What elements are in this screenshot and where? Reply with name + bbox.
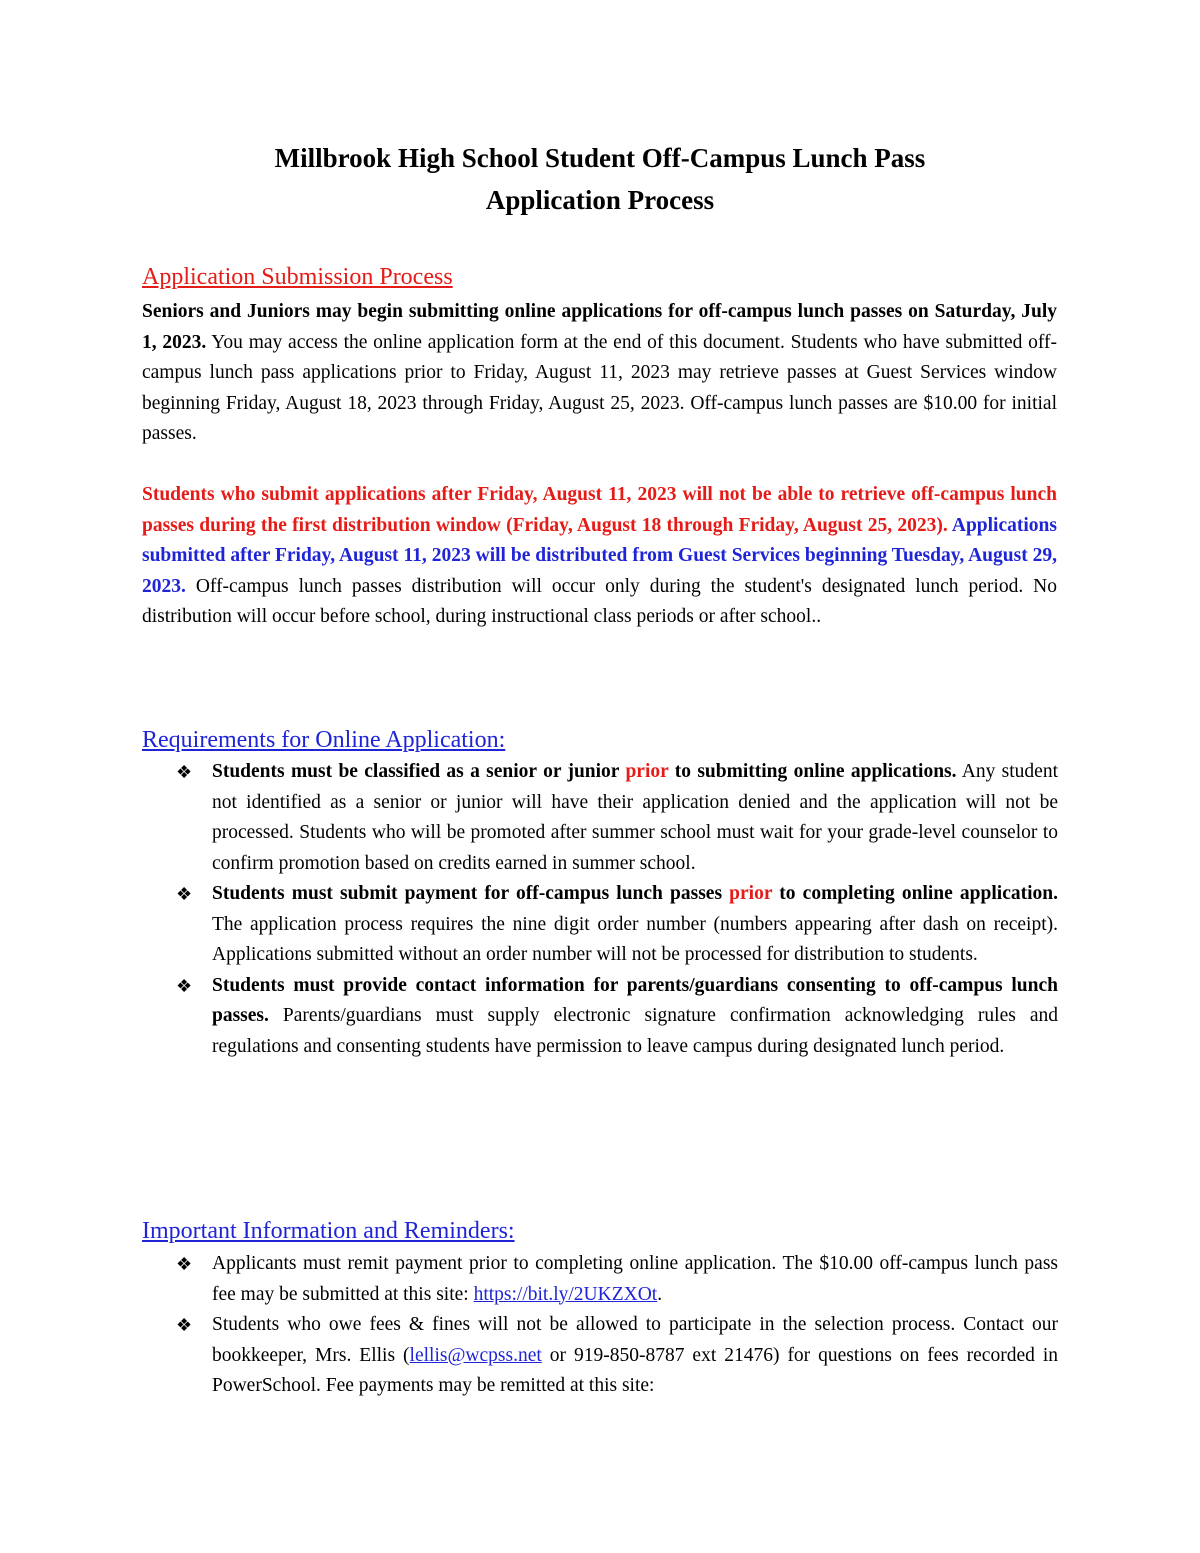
paragraph-body: You may access the online application form at the end of this document. Students who have submitted off-campus lunch pass applications prior to Friday, August 11, 2023 may retrieve passes at Guest Services window beginning Friday, August 18, 2023 through Friday, August 25, 2023. Off-campus lunch passes are $10.00 for initial passes.: [142, 331, 1057, 444]
list-item: [176, 971, 1058, 1063]
distribution-note: Off-campus lunch passes distribution will occur only during the student's designated lunch period. No distribution will occur before school, during instructional class periods or after school..: [142, 575, 1057, 627]
payment-site-link[interactable]: https://bit.ly/2UKZXOt: [473, 1283, 658, 1305]
requirement-detail: The application process requires the nine digit order number (numbers appearing after dash on receipt). Applications submitted without an order number will not be processed for distribution to students.: [212, 913, 1058, 965]
diamond-bullet-icon: ❖: [176, 975, 193, 996]
section-heading-reminders: Important Information and Reminders:: [142, 1218, 515, 1244]
reminder-period: .: [657, 1283, 663, 1305]
paragraph-submission-dates: [142, 297, 1057, 450]
reminders-list: [176, 1249, 1058, 1402]
requirement-bold-end: to completing online application.: [772, 883, 1058, 904]
list-item: [176, 1310, 1058, 1402]
requirements-list: [176, 757, 1058, 1062]
list-item: [176, 757, 1058, 879]
requirement-bold: Students must provide contact information for parents/guardians consenting to off-campus lunch passes.: [212, 974, 1058, 1026]
diamond-bullet-icon: ❖: [176, 762, 193, 782]
late-distribution-blue: Applications submitted after Friday, August 11, 2023 will be distributed from Guest Services beginning Tuesday, August 29, 2023.: [142, 514, 1057, 597]
diamond-bullet-icon: ❖: [176, 884, 193, 904]
reminder-text: Applicants must remit payment prior to completing online application. The $10.00 off-campus lunch pass fee may be submitted at this site:: [212, 1253, 1058, 1305]
requirement-bold: Students must be classified as a senior or junior: [212, 761, 626, 782]
list-item: [176, 879, 1058, 971]
late-warning-red: Students who submit applications after Friday, August 11, 2023 will not be able to retrieve off-campus lunch passes during the first distribution window (Friday, August 18 through Friday, August 25, 2023).: [142, 484, 1057, 536]
list-item: [176, 1249, 1058, 1310]
requirement-detail: Parents/guardians must supply electronic signature confirmation acknowledging rules and regulations and consenting students have permission to leave campus during designated lunch period.: [212, 1005, 1058, 1057]
requirement-detail: Any student not identified as a senior or junior will have their application denied and the application will not be processed. Students who will be promoted after summer school must wait for your grade-level counselor to confirm promotion based on credits earned in summer school.: [212, 761, 1059, 874]
document-title-line-2: Application Process: [485, 185, 715, 215]
section-heading-submission: Application Submission Process: [142, 264, 453, 290]
reminder-text: Students who owe fees & fines will not be allowed to participate in the selection process. Contact our bookkeeper, Mrs. Ellis (: [212, 1314, 1058, 1366]
section-heading-requirements: Requirements for Online Application:: [142, 727, 506, 753]
requirement-bold: Students must submit payment for off-campus lunch passes: [212, 883, 730, 904]
paragraph-lead-bold: Seniors and Juniors may begin submitting online applications for off-campus lunch passes on Saturday, July 1, 2023.: [142, 301, 1057, 353]
requirement-prior-red: prior: [729, 883, 773, 904]
reminder-text-continued: or 919-850-8787 ext 21476) for questions on fees recorded in PowerSchool. Fee payments may be remitted at this site:: [212, 1344, 1058, 1396]
diamond-bullet-icon: ❖: [176, 1254, 193, 1274]
paragraph-late-applications: [142, 480, 1057, 633]
bookkeeper-email-link[interactable]: lellis@wcpss.net: [409, 1344, 542, 1366]
document-title-line-1: Millbrook High School Student Off-Campus Lunch Pass: [274, 143, 926, 173]
requirement-prior-red: prior: [625, 761, 669, 782]
requirement-bold-end: to submitting online applications.: [668, 761, 957, 782]
diamond-bullet-icon: ❖: [176, 1315, 193, 1335]
